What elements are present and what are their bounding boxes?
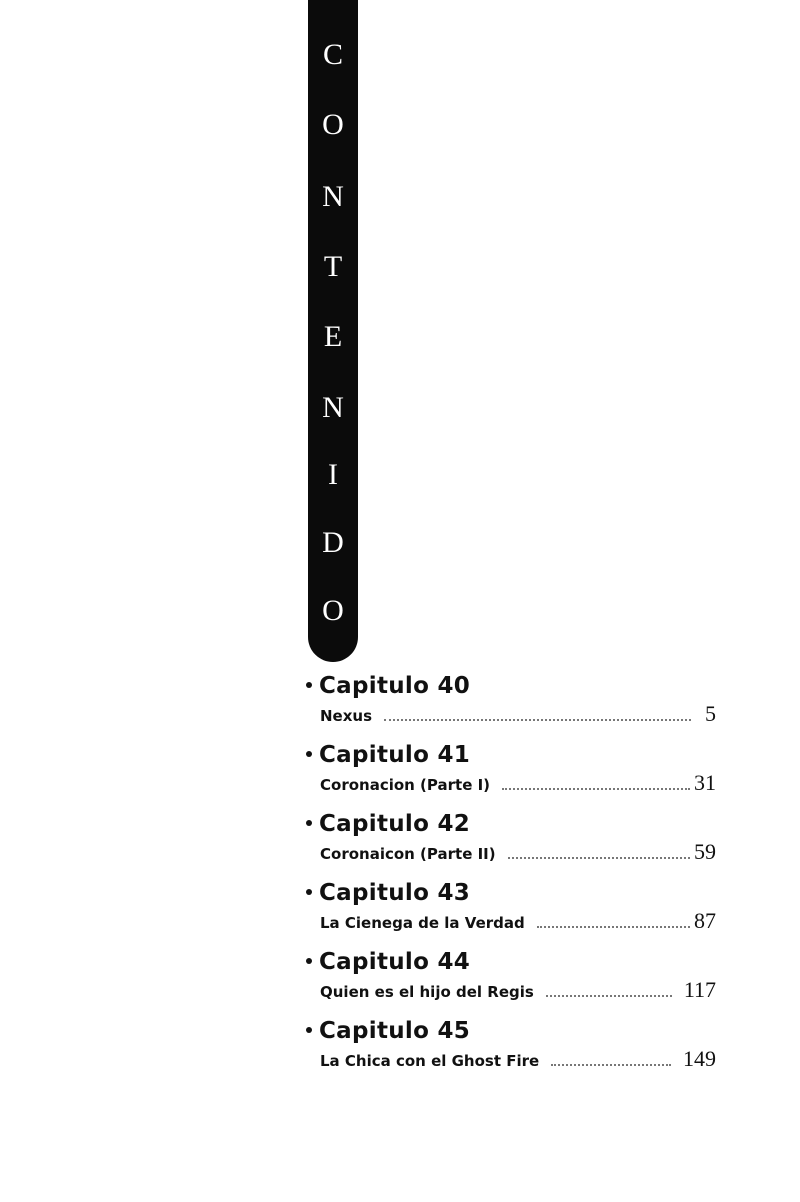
- page-number: 117: [683, 977, 716, 1002]
- chapter-line: [320, 702, 716, 726]
- banner-letter: C: [322, 38, 343, 71]
- banner-letter: I: [328, 458, 338, 491]
- dot-leader: [551, 1064, 671, 1066]
- chapter-line: [320, 978, 716, 1002]
- page-number: 87: [694, 908, 716, 933]
- banner-letter: D: [322, 526, 344, 559]
- chapter-heading: Capitulo 45: [319, 1018, 471, 1044]
- dot-leader: [384, 719, 691, 721]
- chapter-line: [320, 909, 716, 933]
- banner-letter: T: [323, 250, 343, 283]
- bullet-icon: [306, 1027, 312, 1033]
- bullet-icon: [306, 751, 312, 757]
- chapter-title: Coronacion (Parte I): [320, 776, 491, 794]
- dot-leader: [546, 995, 672, 997]
- chapter-heading: Capitulo 41: [319, 742, 471, 768]
- bullet-icon: [306, 820, 312, 826]
- chapter-title: La Cienega de la Verdad: [320, 914, 525, 932]
- contents-banner: [308, 0, 358, 662]
- chapter-title: Quien es el hijo del Regis: [320, 983, 534, 1001]
- chapter-title: La Chica con el Ghost Fire: [320, 1052, 540, 1070]
- toc-entry: [306, 879, 720, 941]
- page-number: 149: [683, 1046, 716, 1071]
- page-number: 59: [694, 839, 716, 864]
- dot-leader: [537, 926, 690, 928]
- toc-entry: [306, 672, 720, 734]
- toc-entry: [306, 810, 720, 872]
- bullet-icon: [306, 889, 312, 895]
- banner-letter: N: [322, 391, 344, 424]
- chapter-line: [320, 1047, 716, 1071]
- chapter-heading: Capitulo 42: [319, 811, 471, 837]
- bullet-icon: [306, 682, 312, 688]
- page-number: 5: [705, 701, 716, 726]
- banner-letter: O: [322, 108, 344, 141]
- chapter-heading: Capitulo 40: [319, 673, 471, 699]
- dot-leader: [502, 788, 690, 790]
- toc-entry: [306, 948, 720, 1010]
- chapter-line: [320, 771, 716, 795]
- dot-leader: [508, 857, 690, 859]
- chapter-heading: Capitulo 44: [319, 949, 471, 975]
- toc-entry: [306, 741, 720, 803]
- banner-letter: N: [322, 180, 344, 213]
- banner-letter: O: [322, 594, 344, 627]
- chapter-title: Coronaicon (Parte II): [320, 845, 496, 863]
- chapter-heading: Capitulo 43: [319, 880, 471, 906]
- chapter-line: [320, 840, 716, 864]
- bullet-icon: [306, 958, 312, 964]
- page-number: 31: [694, 770, 716, 795]
- chapter-title: Nexus: [320, 707, 373, 725]
- banner-letter: E: [323, 320, 343, 353]
- toc-entry: [306, 1017, 720, 1079]
